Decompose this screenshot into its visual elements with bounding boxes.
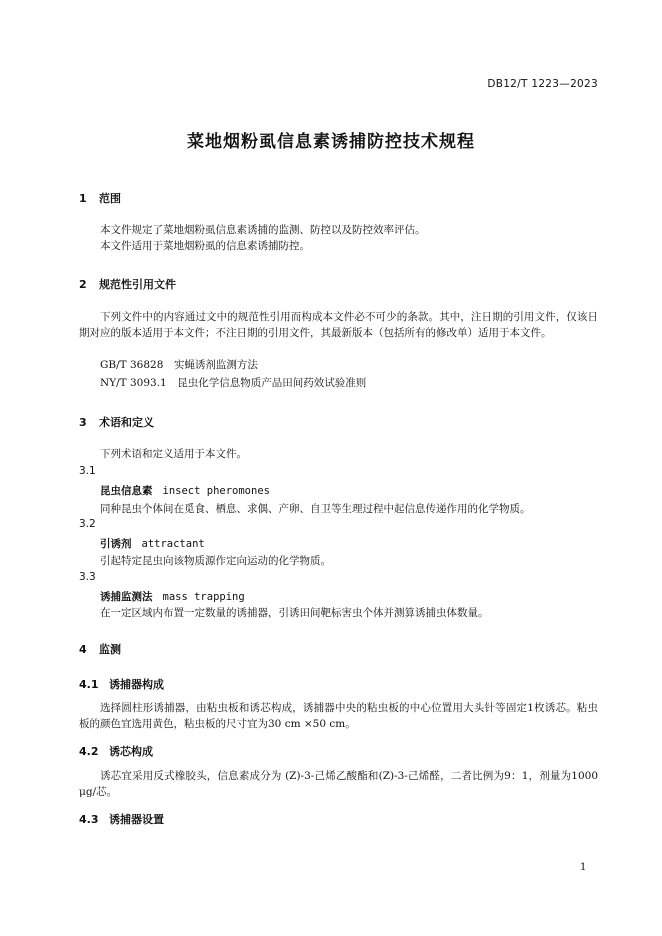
terms-intro: 下列术语和定义适用于本文件。	[100, 448, 247, 460]
subsection-heading	[79, 676, 164, 692]
lure-composition-paragraph: 诱芯宜采用反式橡胶头，信息素成分为 (Z)-3-己烯乙酸酯和(Z)-3-己烯醛，二者比例为9：1，剂量为1000 μg/芯。	[79, 770, 598, 798]
subsection-number: 4.2	[79, 745, 99, 758]
subsection-heading	[79, 811, 164, 827]
section-title: 规范性引用文件	[99, 278, 176, 291]
section-heading-scope	[79, 190, 121, 206]
subsection-title: 诱芯构成	[109, 745, 153, 758]
scope-paragraph-2: 本文件适用于菜地烟粉虱的信息素诱捕防控。	[100, 240, 310, 252]
term-definition: 同种昆虫个体间在觅食、栖息、求偶、产卵、自卫等生理过程中起信息传递作用的化学物质。	[100, 503, 531, 515]
page-number: 1	[580, 862, 587, 873]
term-zh: 昆虫信息素	[100, 485, 153, 497]
term-zh: 引诱剂	[100, 538, 132, 550]
section-number: 1	[79, 192, 87, 205]
term-en: insect pheromones	[162, 485, 270, 497]
term-number: 3.1	[79, 465, 96, 477]
term-definition: 引起特定昆虫向该物质源作定向运动的化学物质。	[100, 555, 331, 567]
term-en: mass trapping	[162, 591, 245, 603]
subsection-number: 4.3	[79, 813, 99, 826]
subsection-number: 4.1	[79, 678, 99, 691]
term-title	[100, 589, 245, 604]
document-title: 菜地烟粉虱信息素诱捕防控技术规程	[187, 132, 475, 152]
term-zh: 诱捕监测法	[100, 591, 153, 603]
section-title: 术语和定义	[99, 416, 154, 429]
section-number: 2	[79, 278, 87, 291]
term-title	[100, 483, 270, 498]
term-title	[100, 536, 205, 551]
section-title: 范围	[99, 192, 121, 205]
document-code: DB12/T 1223—2023	[487, 78, 598, 90]
section-heading-monitoring	[79, 641, 121, 657]
term-definition: 在一定区域内布置一定数量的诱捕器，引诱田间靶标害虫个体并测算诱捕虫体数量。	[100, 607, 489, 619]
subsection-title: 诱捕器构成	[109, 678, 164, 691]
reference-item: GB/T 36828 实蝇诱剂监测方法	[100, 359, 258, 371]
subsection-title: 诱捕器设置	[109, 813, 164, 826]
section-heading-normative-references	[79, 276, 176, 292]
section-number: 3	[79, 416, 87, 429]
section-heading-terms	[79, 414, 154, 430]
section-number: 4	[79, 643, 87, 656]
term-number: 3.3	[79, 571, 96, 583]
references-paragraph: 下列文件中的内容通过文中的规范性引用而构成本文件必不可少的条款。其中，注日期的引用文件，仅该日期对应的版本适用于本文件；不注日期的引用文件，其最新版本（包括所有的修改单）适用于本文件。	[79, 311, 598, 339]
term-en: attractant	[141, 538, 205, 550]
term-number: 3.2	[79, 518, 96, 530]
trap-composition-paragraph: 选择圆柱形诱捕器，由粘虫板和诱芯构成，诱捕器中央的粘虫板的中心位置用大头针等固定1枚诱芯。粘虫板的颜色宜选用黄色，粘虫板的尺寸宜为30 cm ×50 cm。	[79, 702, 598, 730]
subsection-heading	[79, 743, 153, 759]
reference-item: NY/T 3093.1 昆虫化学信息物质产品田间药效试验准则	[100, 377, 367, 389]
scope-paragraph-1: 本文件规定了菜地烟粉虱信息素诱捕的监测、防控以及防控效率评估。	[100, 224, 426, 236]
section-title: 监测	[99, 643, 121, 656]
